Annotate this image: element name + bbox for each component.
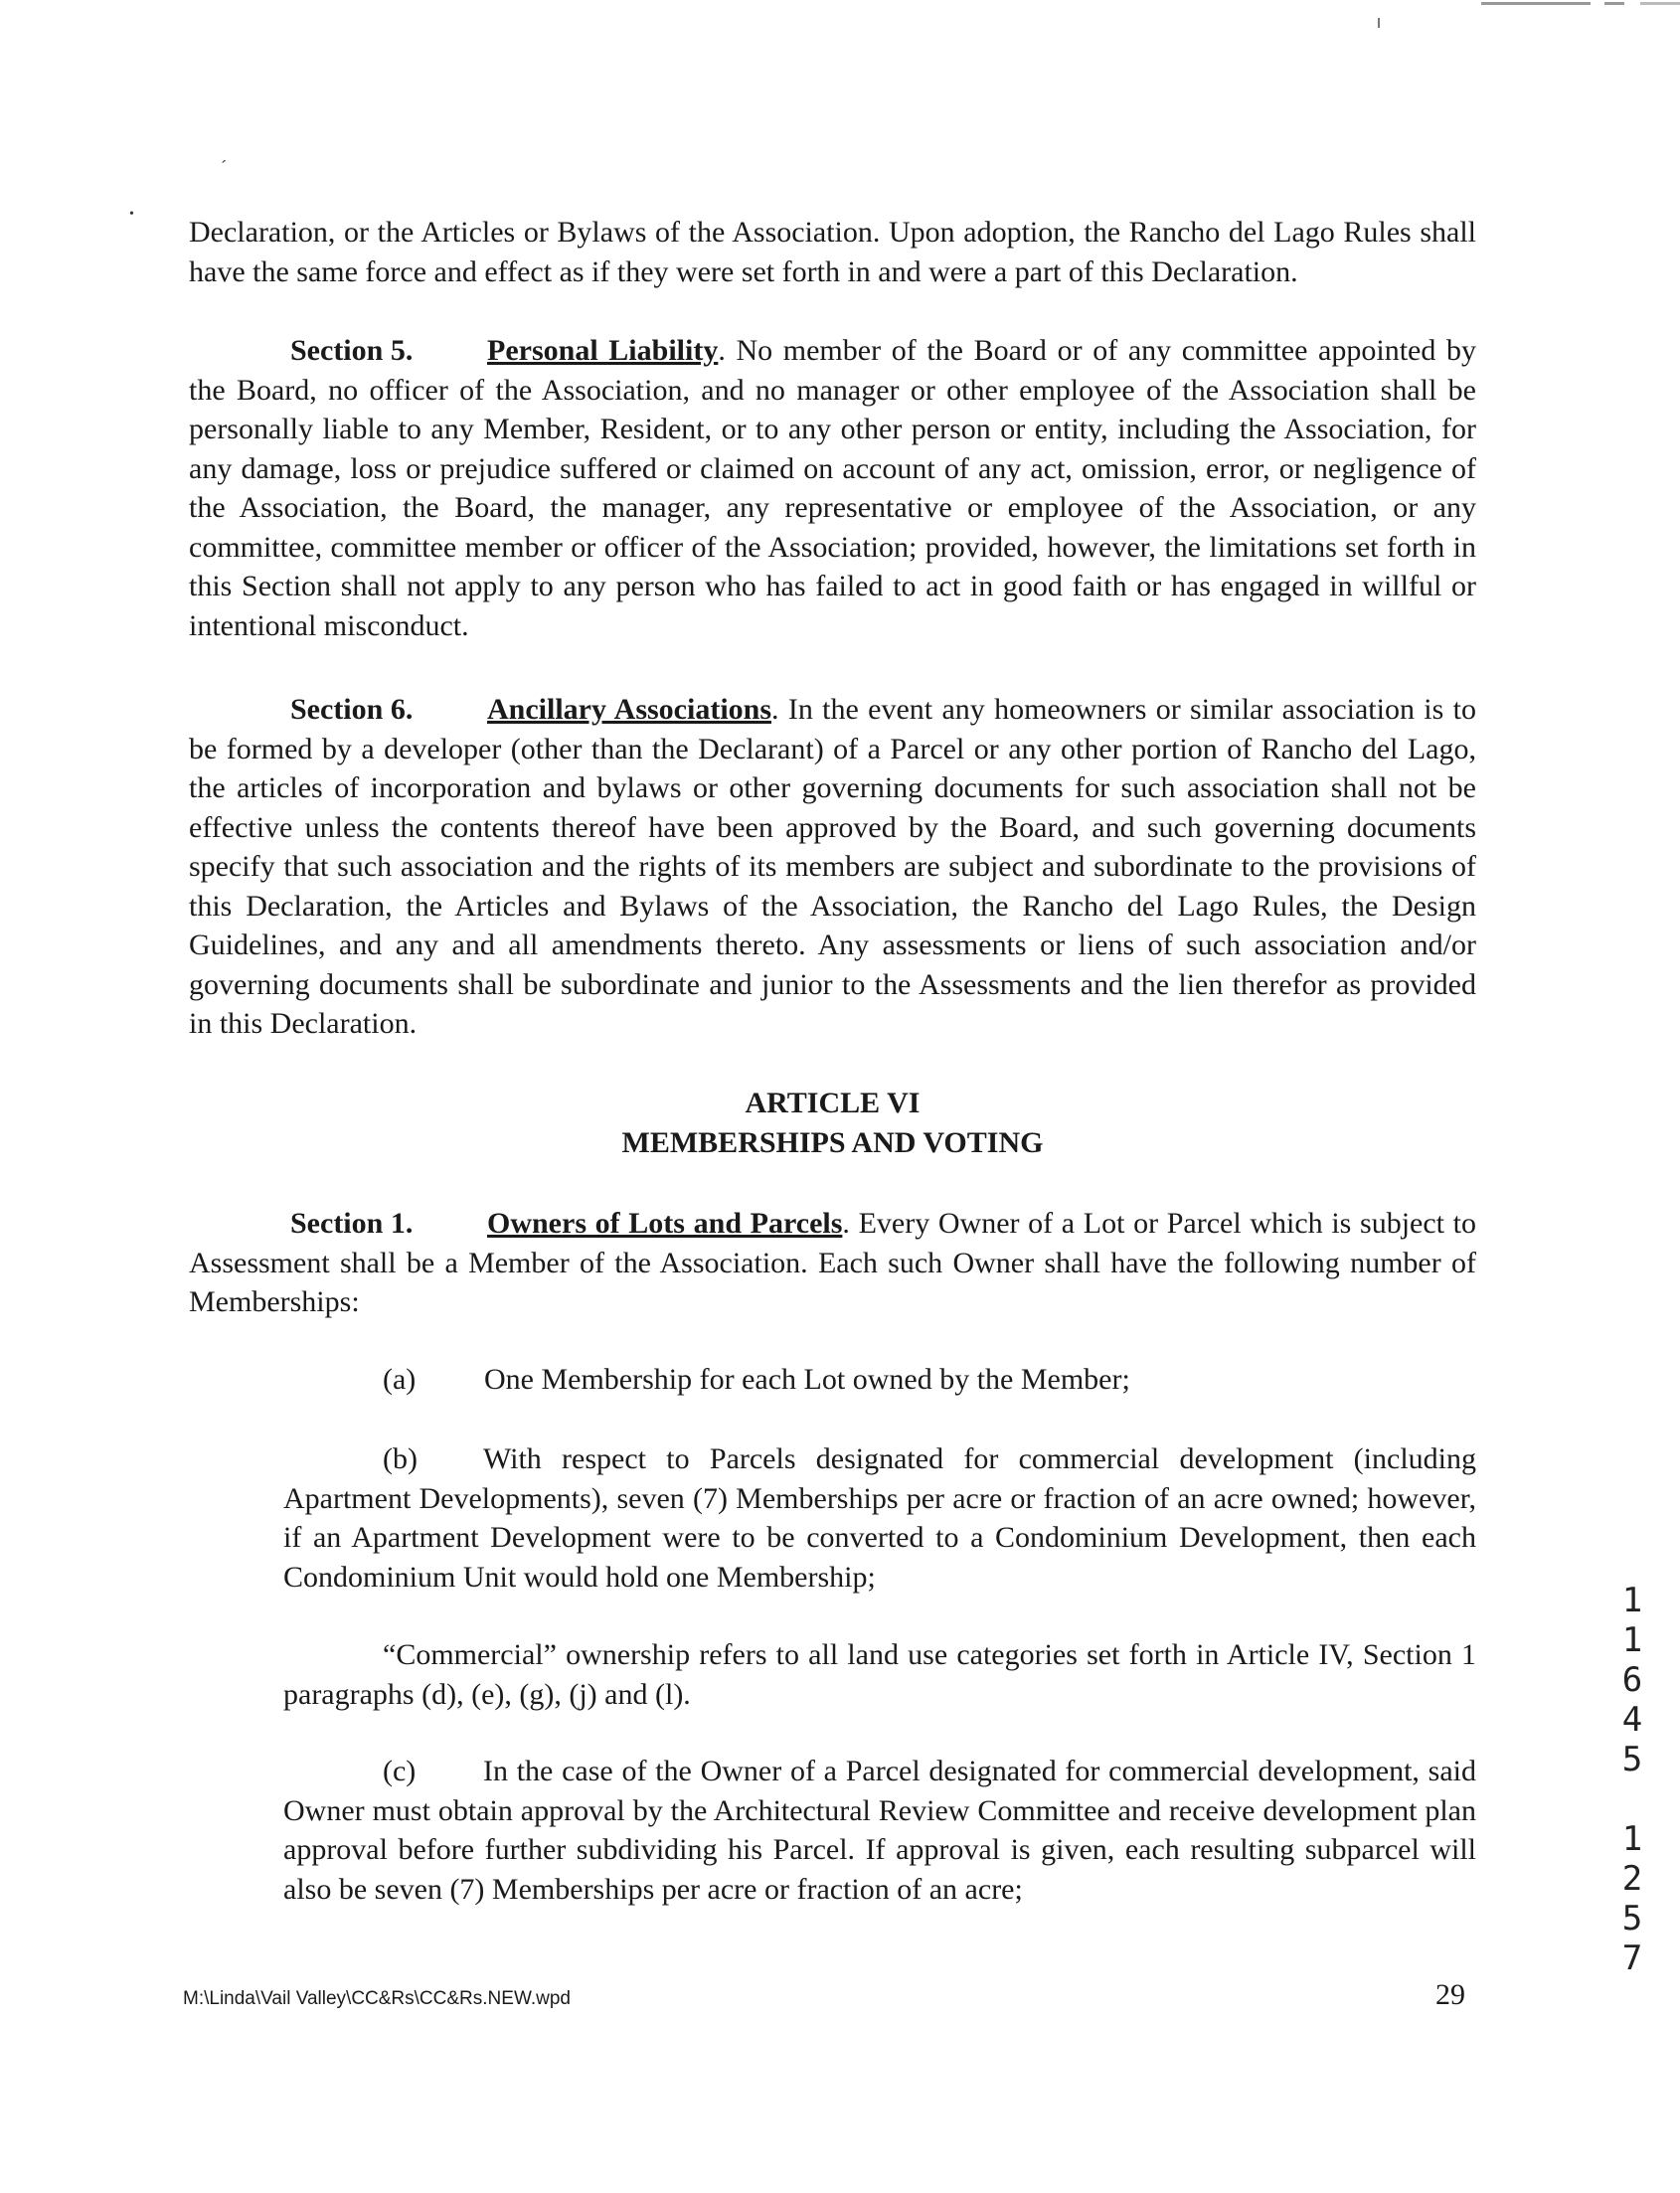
list-item-c-text: In the case of the Owner of a Parcel designated for commercial development, said Owner must obtain approval by the Architectural Review Committee and receive development plan approval before further subdividing his Parcel. If approval is given, each resulting subparcel will also be seven (7) Memberships per acre or fraction of an acre;: [283, 1755, 1476, 1906]
stray-bullet-mark: •: [129, 207, 134, 222]
list-item-a-text: One Membership for each Lot owned by the Member;: [484, 1363, 1130, 1396]
list-item-a: [283, 1360, 1476, 1400]
section-6-number: Section 6.: [290, 693, 414, 726]
margin-docket-stamp: 1 1 6 4 5 1 2 5 7: [1621, 1581, 1643, 1978]
page-number: 29: [1435, 1978, 1465, 2011]
list-item-a-label: (a): [383, 1363, 417, 1396]
section-5-title: Personal Liability: [487, 334, 719, 367]
stray-mark: ˊ: [221, 157, 227, 177]
section-5-paragraph: [189, 331, 1476, 645]
section-6-text: . In the event any homeowners or similar association is to be formed by a developer (other than the Declarant) of a Parcel or any other portion of Rancho del Lago, the articles of incorporation and bylaws or other governing documents for such association shall not be effective unless the contents thereof have been approved by the Board, and such governing documents specify that such association and the rights of its members are subject and subordinate to the provisions of this Declaration, the Articles and Bylaws of the Association, the Rancho del Lago Rules, the Design Guidelines, and any and all amendments thereto. Any assessments or liens of such association and/or governing documents shall be subordinate and junior to the Assessments and the lien therefor as provided in this Declaration.: [189, 693, 1476, 1040]
article-section-1-title: Owners of Lots and Parcels: [487, 1207, 843, 1240]
section-5-number: Section 5.: [290, 334, 414, 367]
scan-edge-mark: [1481, 2, 1680, 5]
list-item-c: [283, 1752, 1476, 1909]
list-item-c-label: (c): [383, 1755, 417, 1787]
article-number: ARTICLE VI: [745, 1087, 921, 1119]
scan-tick-mark: [1378, 18, 1380, 28]
article-heading: [189, 1084, 1476, 1162]
article-section-1-number: Section 1.: [290, 1207, 414, 1240]
list-item-b-text: With respect to Parcels designated for commercial development (including Apartment Developments), seven (7) Memberships per acre or fraction of an acre owned; however, if an Apartment Development were to be converted to a Condominium Development, then each Condominium Unit would hold one Membership;: [283, 1442, 1476, 1594]
article-section-1-text: . Every Owner of a Lot or Parcel which is subject to Assessment shall be a Member of the Association. Each such Owner shall have the following number of Memberships:: [189, 1207, 1476, 1318]
list-item-b-label: (b): [383, 1442, 418, 1475]
list-item-b: [283, 1439, 1476, 1597]
section-5-text: . No member of the Board or of any committee appointed by the Board, no officer of the Association, and no manager or other employee of the Association shall be personally liable to any Member, Resident, or to any other person or entity, including the Association, for any damage, loss or prejudice suffered or claimed on account of any act, omission, error, or negligence of the Association, the Board, the manager, any representative or employee of the Association, or any committee, committee member or officer of the Association; provided, however, the limitations set forth in this Section shall not apply to any person who has failed to act in good faith or has engaged in willful or intentional misconduct.: [189, 334, 1476, 642]
article-title: MEMBERSHIPS AND VOTING: [621, 1125, 1044, 1159]
commercial-note: “Commercial” ownership refers to all land use categories set forth in Article IV, Section 1 paragraphs (d), (e), (g), (j) and (l).: [283, 1638, 1476, 1711]
article-section-1-paragraph: [189, 1204, 1476, 1322]
section-6-title: Ancillary Associations: [487, 693, 772, 726]
continuation-paragraph: Declaration, or the Articles or Bylaws of the Association. Upon adoption, the Rancho del Lago Rules shall have the same force and effect as if they were set forth in and were a part of this Declaration.: [189, 216, 1476, 288]
footer-file-path: M:\Linda\Vail Valley\CC&Rs\CC&Rs.NEW.wpd: [183, 1988, 571, 2009]
section-6-paragraph: [189, 690, 1476, 1044]
